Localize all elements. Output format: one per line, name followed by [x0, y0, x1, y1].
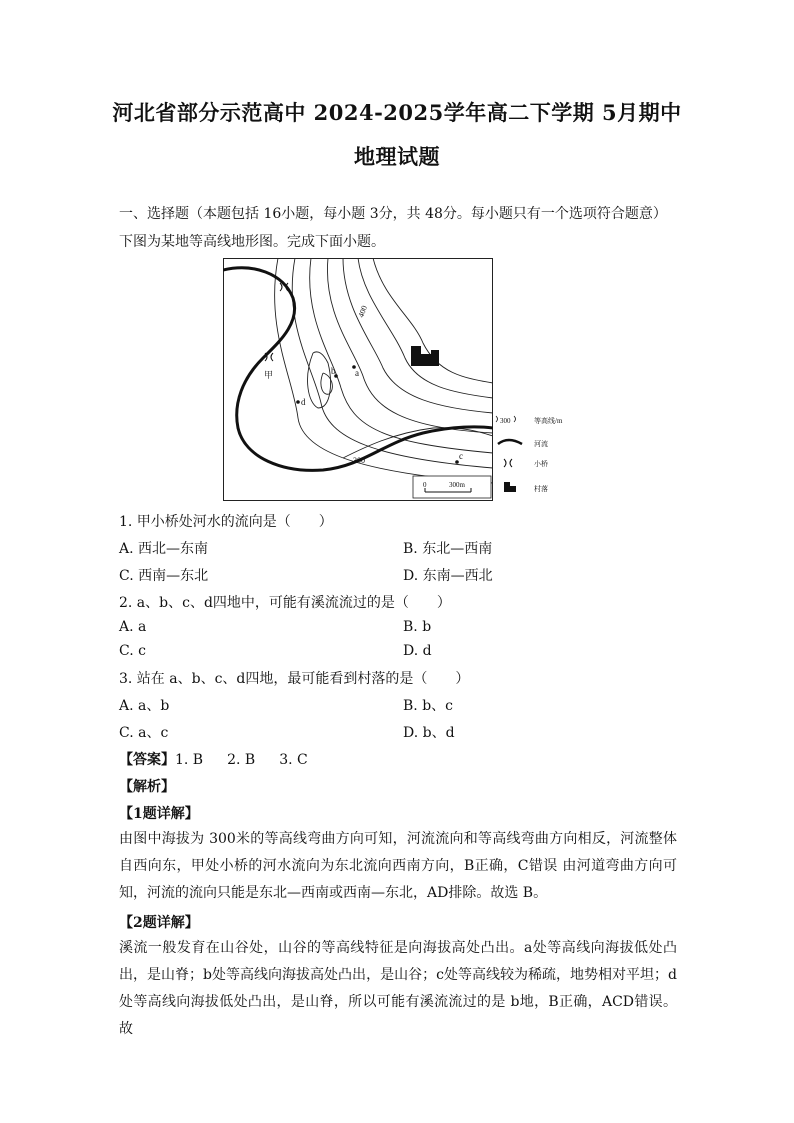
document-subtitle: 地理试题 [354, 144, 440, 169]
question-1-stem: 1. 甲小桥处河水的流向是（ ） [119, 514, 333, 530]
question-1-option-c: C. 西南—东北 [119, 568, 209, 584]
question-2-option-d: D. d [403, 643, 432, 659]
point-label-b: b [331, 366, 336, 376]
contour-label-300: 300 [353, 456, 365, 465]
question-2-stem: 2. a、b、c、d四地中，可能有溪流流过的是（ ） [119, 595, 451, 611]
analysis-heading: 【解析】 [119, 779, 175, 795]
q2-detail-heading: 【2题详解】 [119, 915, 199, 931]
answer-label: 【答案】 [119, 752, 175, 768]
question-2-option-a: A. a [119, 619, 147, 635]
legend-river-icon [498, 440, 522, 444]
legend-contour-value: 300 [500, 417, 511, 425]
point-label-jia: 甲 [264, 370, 274, 380]
question-1-option-b: B. 东北—西南 [403, 541, 493, 557]
question-2-option-c: C. c [119, 643, 146, 659]
point-label-a: a [355, 368, 359, 378]
legend-bridge-icon [504, 459, 512, 467]
answer-item: 3. C [279, 752, 308, 768]
document-title: 河北省部分示范高中 2024-2025学年高二下学期 5月期中 [112, 100, 682, 125]
question-1-option-d: D. 东南—西北 [403, 568, 493, 584]
question-1-option-a: A. 西北—东南 [119, 541, 209, 557]
question-3-option-d: D. b、d [403, 725, 455, 741]
answer-item: 2. B [227, 752, 256, 768]
answer-item: 1. B [175, 752, 204, 768]
legend-bridge: 小桥 [534, 460, 548, 468]
point-d-dot [296, 400, 300, 404]
scale-zero: 0 [423, 481, 427, 489]
q1-detail-text: 由图中海拔为 300米的等高线弯曲方向可知，河流流向和等高线弯曲方向相反，河流整体自西向东，甲处小桥的河水流向为东北流向西南方向，B正确，C错误 由河道弯曲方向可知，河流的流向只能是东北—西南或西南—东北，AD排除。故选 B。 [119, 831, 677, 901]
legend-river: 河流 [534, 440, 548, 448]
q1-detail-heading: 【1题详解】 [119, 806, 199, 822]
question-prompt: 下图为某地等高线地形图。完成下面小题。 [119, 234, 385, 250]
question-2-option-b: B. b [403, 619, 432, 635]
map-legend [494, 414, 594, 499]
question-3-option-b: B. b、c [403, 698, 453, 714]
contour-map [223, 258, 493, 501]
legend-village-icon [504, 482, 516, 492]
section-heading: 一、选择题（本题包括 16小题，每小题 3分，共 48分。每小题只有一个选项符合题意） [119, 206, 667, 222]
point-label-c: c [459, 451, 463, 461]
question-3-option-a: A. a、b [119, 698, 170, 714]
question-3-option-c: C. a、c [119, 725, 169, 741]
legend-contour: 等高线/m [534, 417, 563, 425]
scale-text: 300m [449, 481, 465, 489]
answer-line [119, 749, 308, 769]
q2-detail-text: 溪流一般发育在山谷处，山谷的等高线特征是向海拔高处凸出。a处等高线向海拔低处凸出，是山脊；b处等高线向海拔高处凸出，是山谷；c处等高线较为稀疏，地势相对平坦；d处等高线向海拔低处凸出，是山脊，所以可能有溪流流过的是 b地，B正确，ACD错误。故 [119, 940, 677, 1037]
legend-village: 村落 [534, 485, 548, 493]
point-label-d: d [301, 397, 306, 407]
contour-label-400: 400 [356, 304, 369, 319]
question-3-stem: 3. 站在 a、b、c、d四地，最可能看到村落的是（ ） [119, 671, 470, 687]
